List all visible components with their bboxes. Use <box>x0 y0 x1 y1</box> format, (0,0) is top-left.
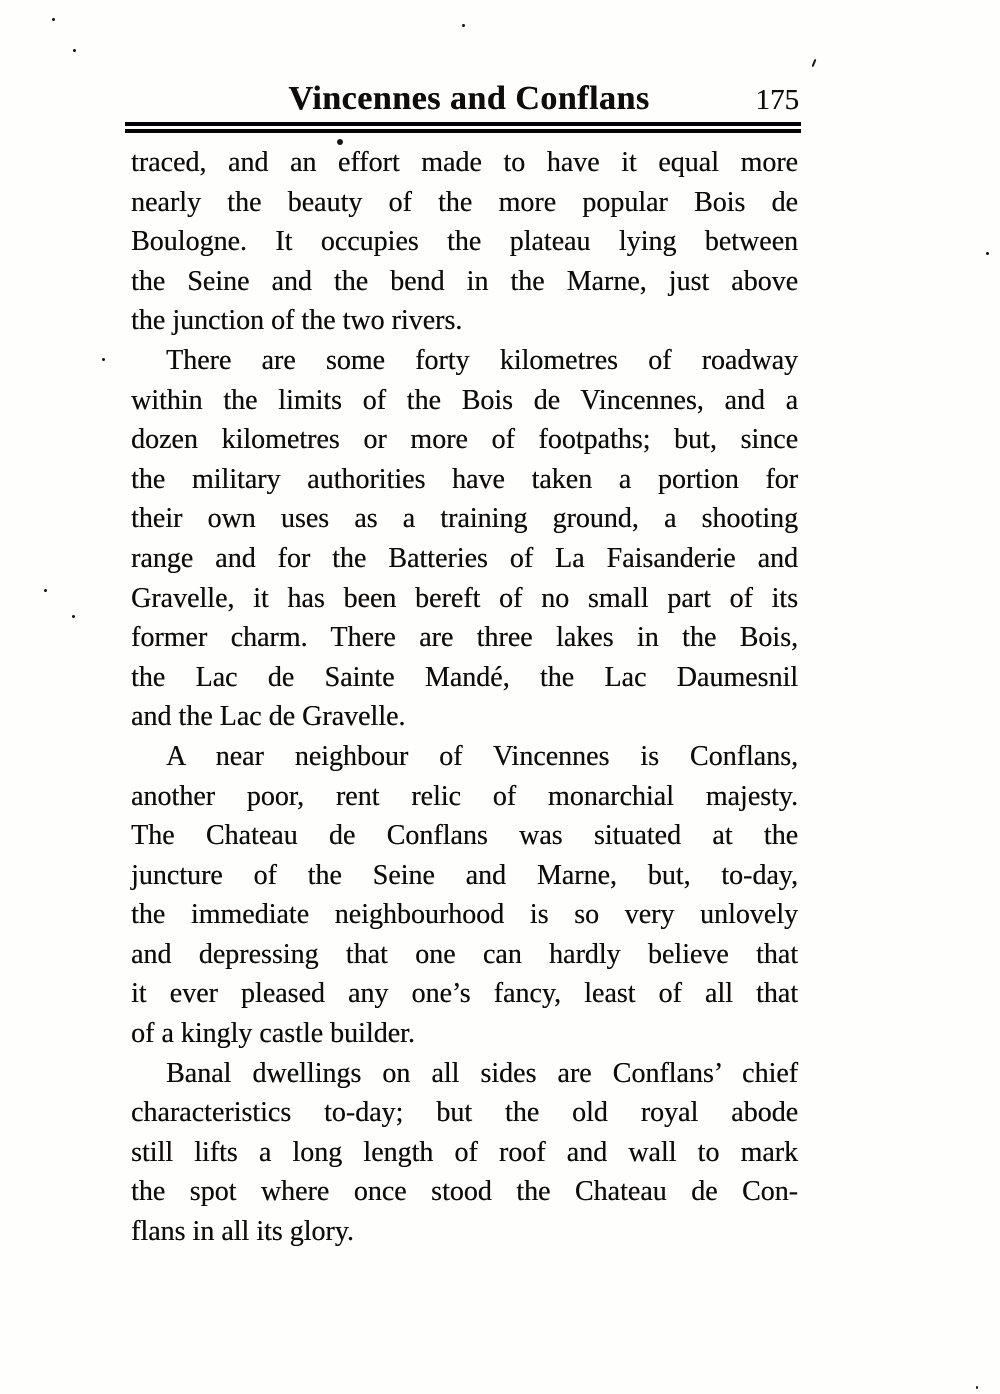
paragraph <box>131 1054 798 1252</box>
text-line: the Seine and the bend in the Marne, just above <box>131 265 798 297</box>
text-line: still lifts a long length of roof and wall to mark <box>131 1136 798 1168</box>
page-number: 175 <box>755 84 799 116</box>
text-line: Gravelle, it has been bereft of no small part of its <box>131 582 798 614</box>
text-line: Banal dwellings on all sides are Conflans’ chief <box>166 1057 798 1089</box>
text-line: traced, and an effort made to have it equal more <box>131 147 798 178</box>
text-line: and depressing that one can hardly believe that <box>131 938 798 970</box>
text-line: another poor, rent relic of monarchial majesty. <box>131 780 798 812</box>
text-line: juncture of the Seine and Marne, but, to-day, <box>131 859 798 891</box>
text-line: the military authorities have taken a portion for <box>131 463 798 495</box>
paragraph <box>131 143 798 341</box>
ink-speck <box>812 59 817 67</box>
ink-speck <box>986 252 989 255</box>
ink-speck <box>52 18 55 21</box>
text-line: and the Lac de Gravelle. <box>131 701 406 733</box>
text-line: the junction of the two rivers. <box>131 305 463 337</box>
text-line: characteristics to-day; but the old royal abode <box>131 1097 798 1129</box>
text-line: the immediate neighbourhood is so very unlovely <box>131 899 798 931</box>
header-divider-rule <box>125 122 801 133</box>
text-line: it ever pleased any one’s fancy, least of all that <box>131 978 798 1010</box>
text-line: A near neighbour of Vincennes is Conflans, <box>166 740 798 772</box>
ink-speck <box>102 358 105 361</box>
paragraph <box>131 737 798 1054</box>
ink-speck <box>44 589 47 592</box>
text-line: dozen kilometres or more of footpaths; but, since <box>131 424 798 456</box>
ink-speck <box>462 24 465 27</box>
text-line: the spot where once stood the Chateau de Con- <box>131 1176 798 1208</box>
text-line: within the limits of the Bois de Vincennes, and a <box>131 384 798 416</box>
ink-speck <box>976 1386 978 1389</box>
ink-speck <box>73 49 76 52</box>
text-line: The Chateau de Conflans was situated at the <box>131 820 798 852</box>
text-line: former charm. There are three lakes in the Bois, <box>131 622 798 654</box>
text-line: nearly the beauty of the more popular Bois de <box>131 186 798 218</box>
text-line: of a kingly castle builder. <box>131 1018 415 1050</box>
text-line: There are some forty kilometres of roadway <box>166 344 798 376</box>
text-line: range and for the Batteries of La Faisanderie and <box>131 542 798 574</box>
running-head <box>125 82 801 118</box>
text-line: the Lac de Sainte Mandé, the Lac Daumesnil <box>131 661 798 693</box>
text-line: their own uses as a training ground, a shooting <box>131 503 798 535</box>
paragraph <box>131 341 798 737</box>
page-title: Vincennes and Conflans <box>288 80 650 117</box>
ink-speck <box>72 615 75 618</box>
text-line: flans in all its glory. <box>131 1216 354 1248</box>
page-body <box>131 143 798 1252</box>
text-line: Boulogne. It occupies the plateau lying between <box>131 226 798 258</box>
